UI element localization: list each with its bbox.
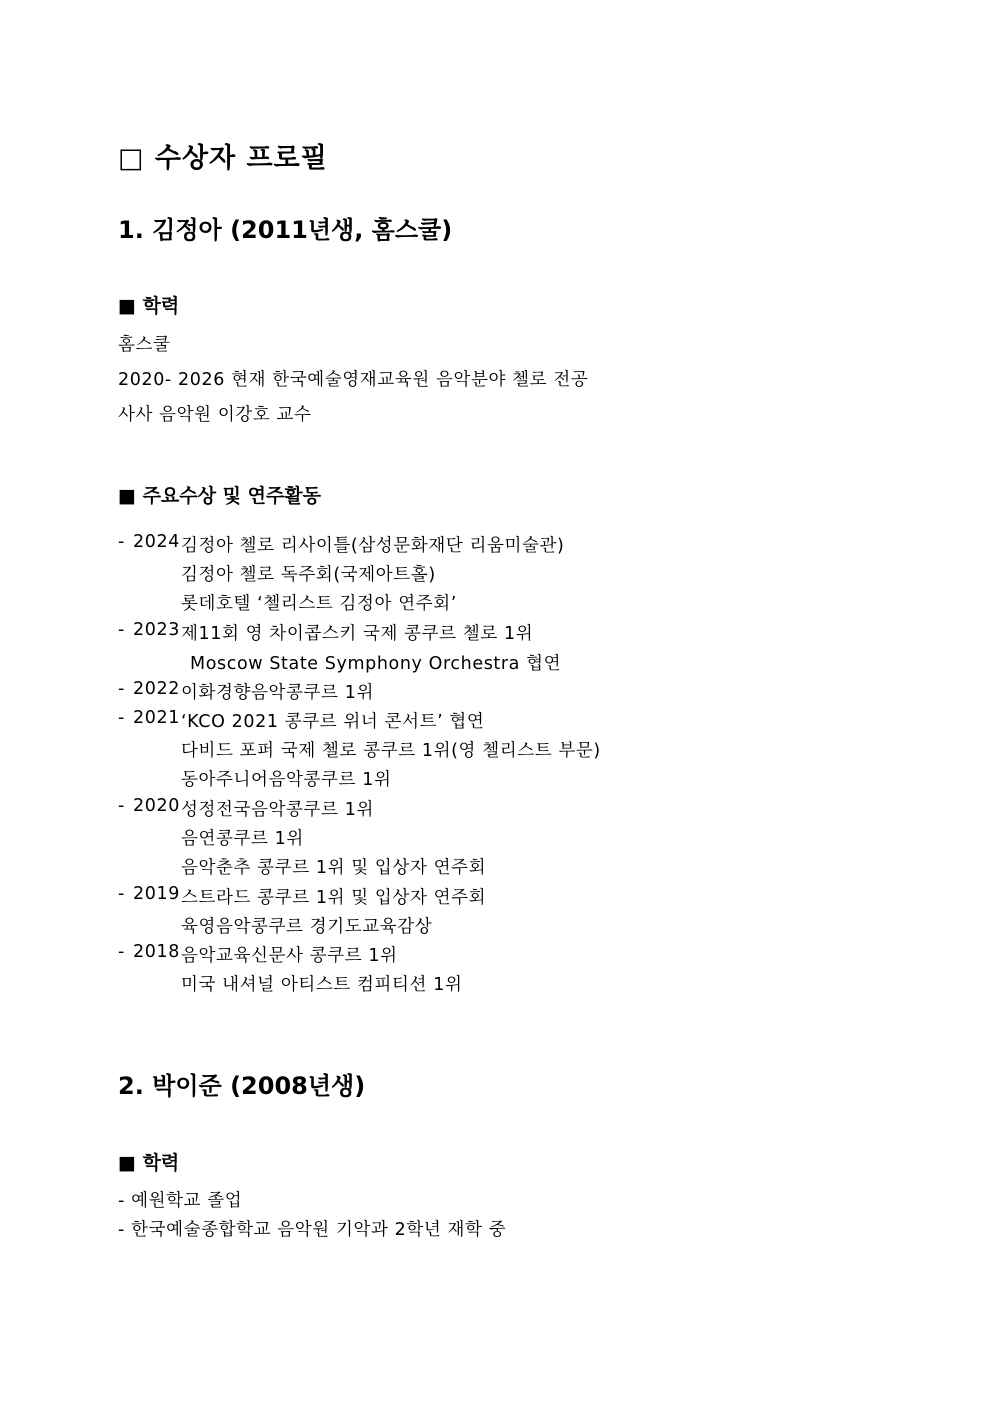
list-dash: - [118, 620, 125, 640]
person-heading: 2. 박이준 (2008년생) [118, 1072, 366, 1100]
award-item: 동아주니어음악콩쿠르 1위 [181, 770, 392, 790]
award-item: 제11회 영 차이콥스키 국제 콩쿠르 첼로 1위 [181, 624, 534, 644]
list-dash: - [118, 532, 125, 552]
list-dash: - [118, 884, 125, 904]
list-dash: - [118, 796, 125, 816]
education-line: 2020- 2026 현재 한국예술영재교육원 음악분야 첼로 전공 [118, 370, 589, 390]
award-year: 2024 [133, 532, 180, 552]
list-dash: - [118, 708, 125, 728]
award-item: 스트라드 콩쿠르 1위 및 입상자 연주회 [181, 888, 487, 908]
education-line: 홈스쿨 [118, 335, 171, 355]
award-year: 2020 [133, 796, 180, 816]
award-item: 음악교육신문사 콩쿠르 1위 [181, 946, 398, 966]
section-heading-awards: ■ 주요수상 및 연주활동 [118, 485, 321, 507]
award-item: ‘KCO 2021 콩쿠르 위너 콘서트’ 협연 [181, 712, 485, 732]
award-item: 김정아 첼로 리사이틀(삼성문화재단 리움미술관) [181, 536, 565, 556]
award-year: 2019 [133, 884, 180, 904]
award-item: 미국 내셔널 아티스트 컴피티션 1위 [181, 975, 463, 995]
award-item: 음연콩쿠르 1위 [181, 829, 304, 849]
award-item: 이화경향음악콩쿠르 1위 [181, 683, 374, 703]
list-dash: - [118, 942, 125, 962]
award-item: 롯데호텔 ‘첼리스트 김정아 연주회’ [181, 594, 457, 614]
award-item: 음악춘추 콩쿠르 1위 및 입상자 연주회 [181, 858, 487, 878]
award-item: Moscow State Symphony Orchestra 협연 [190, 654, 562, 674]
list-dash: - [118, 679, 125, 699]
section-heading-education: ■ 학력 [118, 1152, 180, 1174]
award-year: 2023 [133, 620, 180, 640]
award-year: 2022 [133, 679, 180, 699]
award-item: 다비드 포퍼 국제 첼로 콩쿠르 1위(영 첼리스트 부문) [181, 741, 601, 761]
section-heading-education: ■ 학력 [118, 295, 180, 317]
page-title: □ 수상자 프로필 [118, 143, 328, 174]
award-item: 김정아 첼로 독주회(국제아트홀) [181, 565, 436, 585]
award-year: 2021 [133, 708, 180, 728]
education-line: 사사 음악원 이강호 교수 [118, 405, 312, 425]
award-item: 육영음악콩쿠르 경기도교육감상 [181, 917, 433, 937]
award-item: 성정전국음악콩쿠르 1위 [181, 800, 374, 820]
education-line: - 한국예술종합학교 음악원 기악과 2학년 재학 중 [118, 1220, 507, 1240]
award-year: 2018 [133, 942, 180, 962]
person-heading: 1. 김정아 (2011년생, 홈스쿨) [118, 216, 453, 244]
education-line: - 예원학교 졸업 [118, 1191, 243, 1211]
